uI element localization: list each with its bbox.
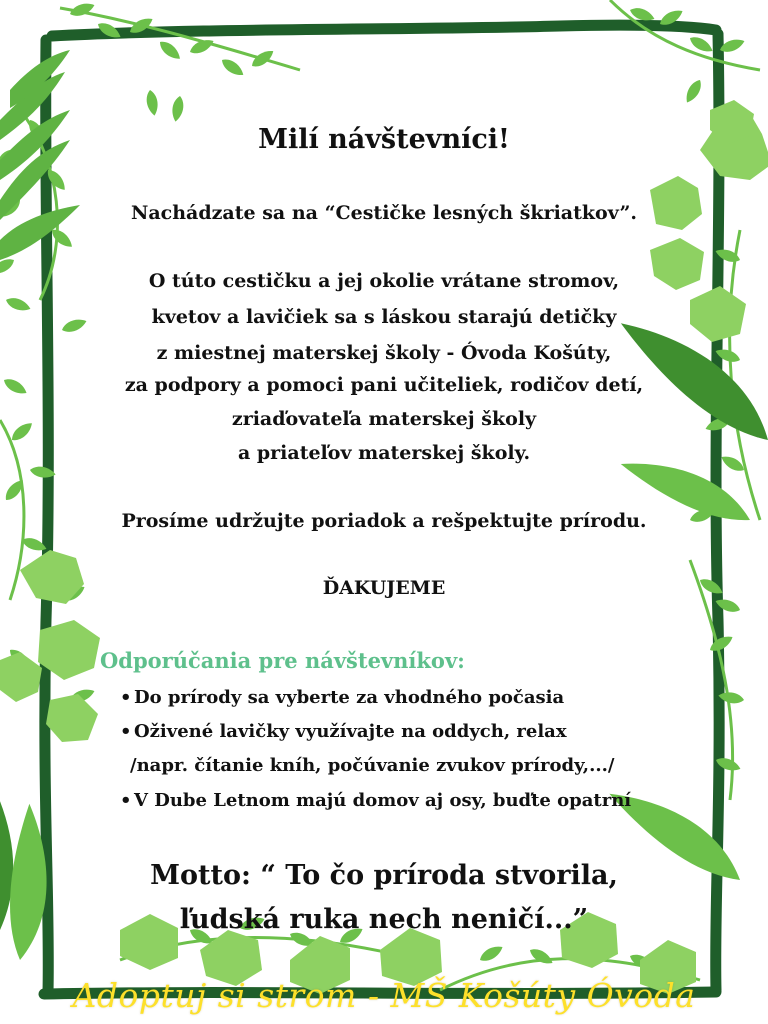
footer-caption: Adoptuj si strom - MŠ Košúty Óvoda [72, 976, 696, 1015]
body-line: O túto cestičku a jej okolie vrátane stromov, [148, 270, 620, 292]
intro-text: Nachádzate sa na “Cestičke lesných škriatkov”. [130, 202, 637, 224]
request-text: Prosíme udržujte poriadok a rešpektujte prírodu. [121, 510, 647, 532]
body-line: z miestnej materskej školy - Óvoda Košúty, [156, 342, 612, 364]
motto-line-2: ľudská ruka nech neničí...” [179, 904, 589, 935]
page-title: Milí návštevníci! [258, 124, 510, 155]
body-line: a priateľov materskej školy. [237, 442, 531, 464]
body-line: za podpory a pomoci pani učiteliek, rodičov detí, [124, 374, 644, 396]
body-line: kvetov a lavičiek sa s láskou starajú detičky [151, 306, 617, 328]
recommendation-item: • Do prírody sa vyberte za vhodného počasia [120, 687, 565, 708]
body-line: zriaďovateľa materskej školy [231, 408, 537, 430]
recommendation-item: • Oživené lavičky využívajte na oddych, relax [120, 721, 567, 742]
thanks-text: ĎAKUJEME [322, 577, 446, 599]
recommendation-continuation: /napr. čítanie kníh, počúvanie zvukov prírody,.../ [130, 755, 615, 776]
recommendation-item: • V Dube Letnom majú domov aj osy, buďte opatrní [120, 790, 632, 811]
motto-line-1: Motto: “ To čo príroda stvorila, [150, 860, 618, 891]
recommendations-heading: Odporúčania pre návštevníkov: [100, 648, 465, 673]
